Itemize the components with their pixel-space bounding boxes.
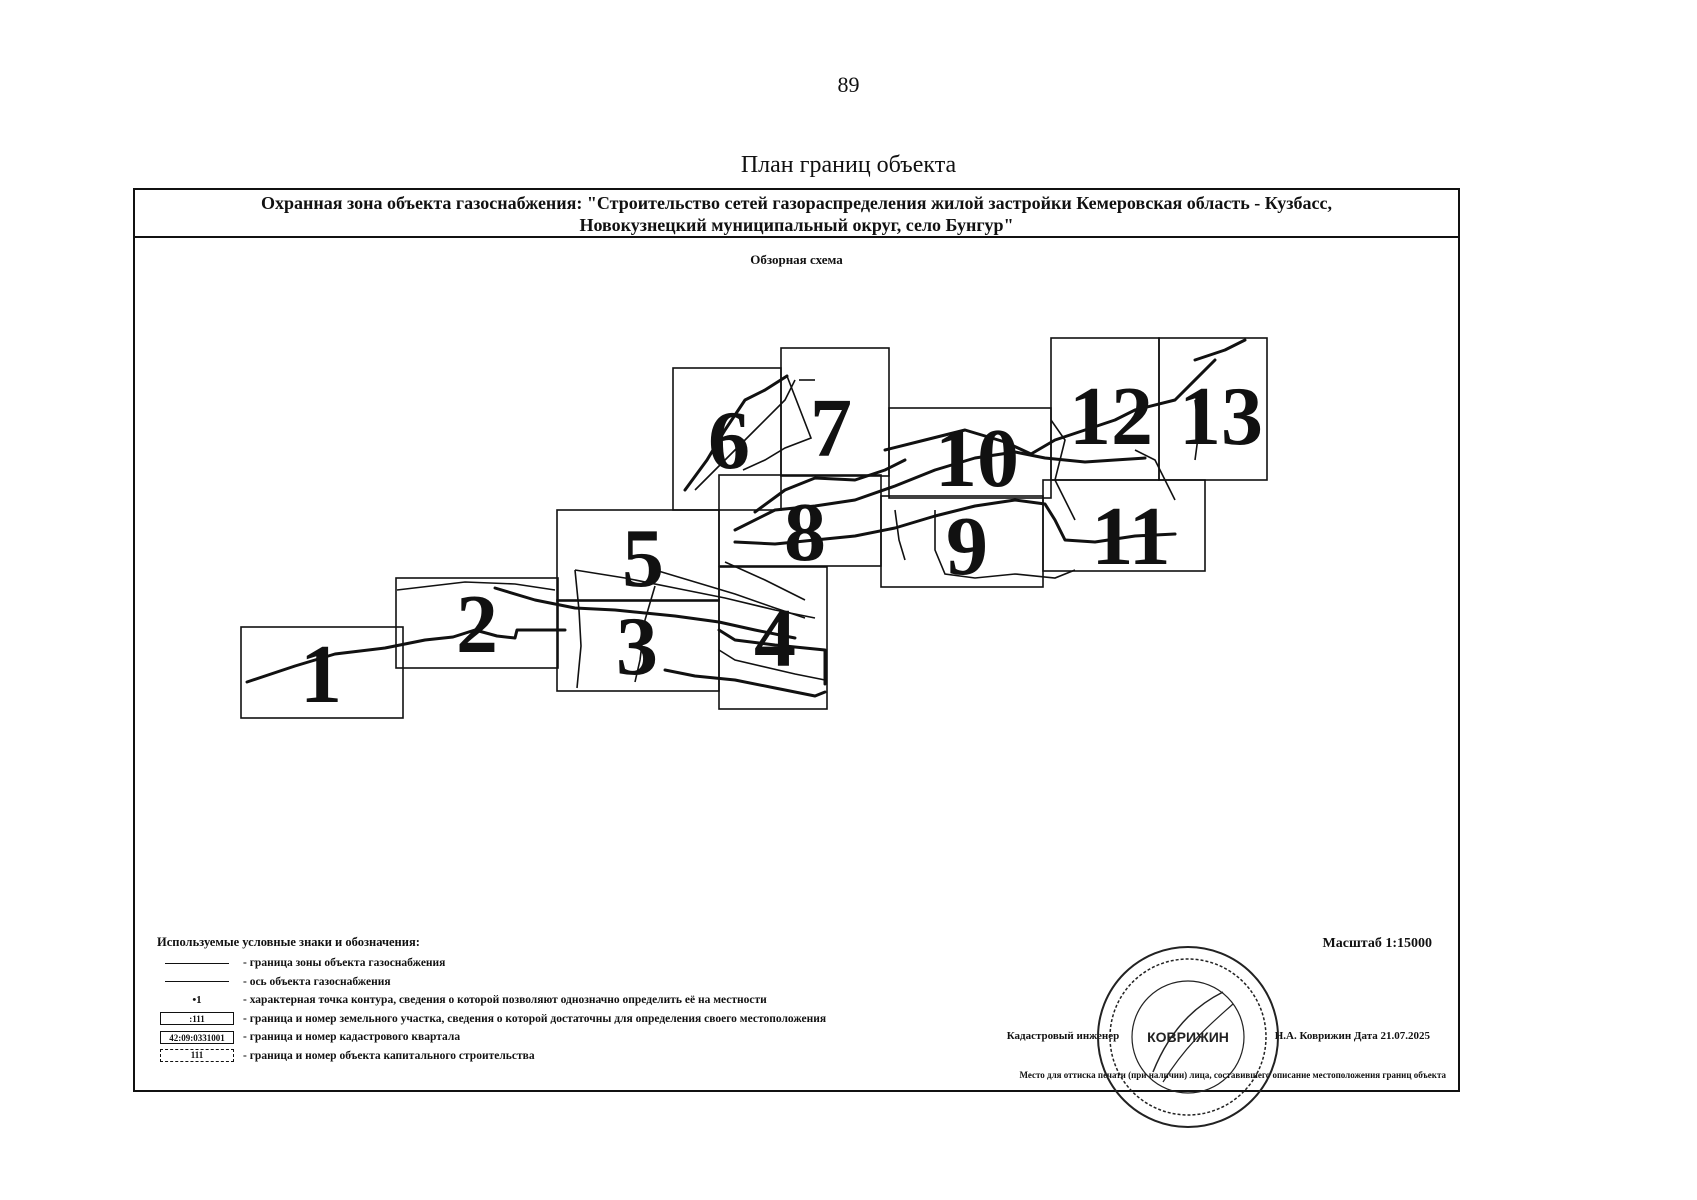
page-number: 89 bbox=[837, 72, 860, 97]
sheet-8-number: 8 bbox=[784, 486, 826, 579]
stamp-text: КОВРИЖИН bbox=[1147, 1029, 1229, 1045]
document-title: План границ объекта bbox=[740, 152, 957, 178]
scheme-title: Обзорная схема bbox=[750, 252, 843, 267]
sheet-3-number: 3 bbox=[616, 600, 658, 693]
legend-text-cadastral-quarter: - граница и номер кадастрового квартала bbox=[243, 1031, 461, 1044]
sheet-13-number: 13 bbox=[1179, 370, 1263, 463]
capital-object-box-icon: 111 bbox=[160, 1049, 234, 1062]
axis-line-icon bbox=[165, 981, 229, 982]
cadastral-quarter-box-icon: 42:09:0331001 bbox=[160, 1031, 234, 1044]
sheet-5-number: 5 bbox=[622, 512, 664, 605]
zone-boundary-line-icon bbox=[165, 963, 229, 964]
sheet-4-number: 4 bbox=[754, 592, 796, 685]
sheet-7-number: 7 bbox=[810, 382, 852, 475]
engineer-role: Кадастровый инженер bbox=[1006, 1030, 1120, 1042]
point-marker-icon: •1 bbox=[192, 994, 202, 1007]
sheet-1-number: 1 bbox=[300, 628, 342, 721]
plan-frame bbox=[133, 188, 1460, 1092]
legend-title: Используемые условные знаки и обозначения: bbox=[157, 935, 420, 949]
sheet-10-number: 10 bbox=[935, 412, 1019, 505]
legend-row-zone-boundary bbox=[157, 954, 826, 973]
sheet-11-number: 11 bbox=[1091, 490, 1171, 583]
legend-text-axis: - ось объекта газоснабжения bbox=[243, 975, 391, 988]
engineer-date-label: Дата bbox=[1353, 1030, 1378, 1042]
legend-text-zone-boundary: - граница зоны объекта газоснабжения bbox=[243, 957, 446, 970]
header-line-1: Охранная зона объекта газоснабжения: "Строительство сетей газораспределения жилой застройки Кемеровская область - Кузбасс, bbox=[260, 193, 1333, 213]
legend-text-capital-object: - граница и номер объекта капитального строительства bbox=[243, 1049, 535, 1062]
legend bbox=[157, 935, 826, 1065]
sheet-9-number: 9 bbox=[946, 500, 988, 593]
sheet-2-number: 2 bbox=[456, 578, 498, 671]
legend-text-point: - характерная точка контура, сведения о которой позволяют однозначно определить её на местности bbox=[243, 994, 767, 1007]
engineer-seal-stamp bbox=[1093, 942, 1283, 1132]
engineer-date: 21.07.2025 bbox=[1380, 1030, 1430, 1042]
legend-row-cadastral-quarter bbox=[157, 1028, 826, 1047]
engineer-name: Н.А. Коврижин bbox=[1274, 1030, 1352, 1042]
legend-row-land-plot bbox=[157, 1010, 826, 1029]
legend-row-point bbox=[157, 991, 826, 1010]
header-line-2: Новокузнецкий муниципальный округ, село Бунгур" bbox=[579, 215, 1014, 235]
land-plot-box-icon: :111 bbox=[160, 1012, 234, 1025]
scale-label: Масштаб 1:15000 bbox=[1322, 936, 1432, 951]
sheet-12-number: 12 bbox=[1069, 370, 1153, 463]
sheet-6-number: 6 bbox=[708, 394, 750, 487]
legend-row-capital-object bbox=[157, 1047, 826, 1066]
seal-note: Место для оттиска печати (при наличии) лица, составившего описание местоположения границ объекта bbox=[1019, 1070, 1446, 1080]
legend-text-land-plot: - граница и номер земельного участка, сведения о которой достаточны для определения своего местоположения bbox=[243, 1012, 827, 1025]
legend-row-axis bbox=[157, 973, 826, 992]
